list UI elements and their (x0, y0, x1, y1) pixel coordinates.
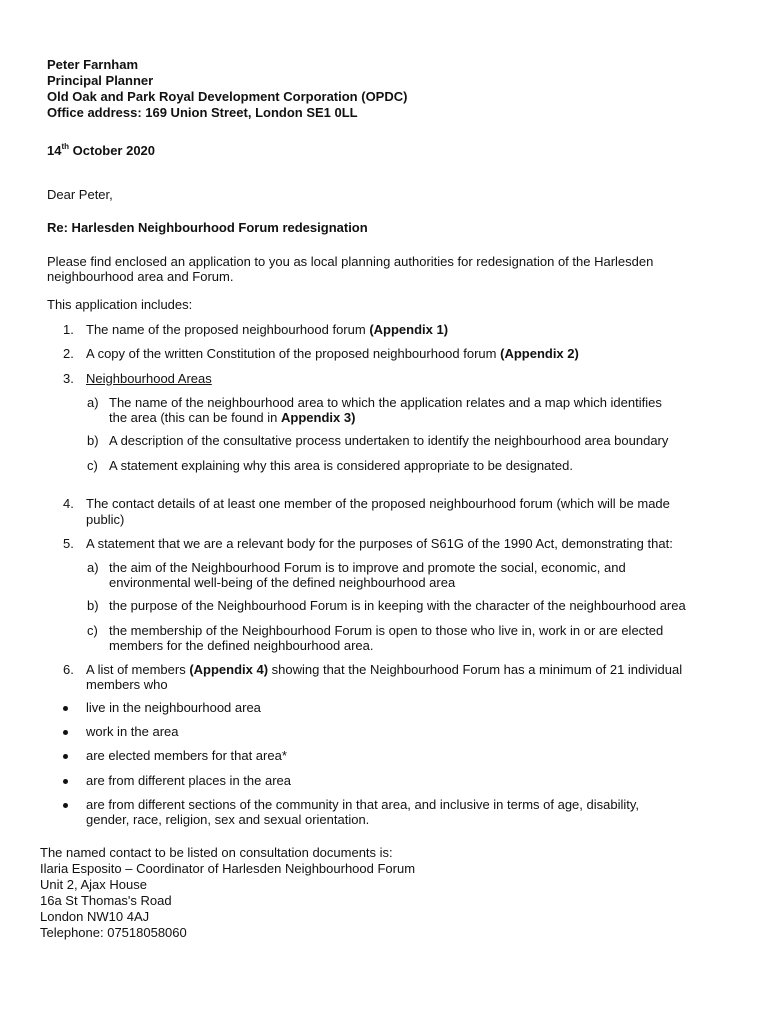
item-4-number: 4. (63, 496, 74, 511)
bullet-item: are elected members for that area* (86, 748, 287, 763)
contact-intro: The named contact to be listed on consultation documents is: (40, 845, 393, 860)
bullet-item-5-line-2: gender, race, religion, sex and sexual orientation. (86, 812, 370, 827)
bullet-item-5-line-1: are from different sections of the community in that area, and inclusive in terms of age, disability, (86, 797, 640, 812)
item-1: The name of the proposed neighbourhood forum (Appendix 1) (86, 322, 449, 337)
item-3b: A description of the consultative process undertaken to identify the neighbourhood area boundary (109, 433, 669, 448)
item-2-number: 2. (63, 346, 74, 361)
item-3c: A statement explaining why this area is considered appropriate to be designated. (109, 458, 573, 473)
item-3a-line-1: The name of the neighbourhood area to which the application relates and a map which identifies (109, 395, 662, 410)
contact-phone: Telephone: 07518058060 (40, 925, 187, 940)
item-5c-line-2: members for the defined neighbourhood area. (109, 638, 374, 653)
item-3a-label: a) (87, 395, 99, 410)
bullet-item: live in the neighbourhood area (86, 700, 261, 715)
item-1-number: 1. (63, 322, 74, 337)
includes-label: This application includes: (47, 297, 193, 312)
contact-person: Ilaria Esposito – Coordinator of Harlesden Neighbourhood Forum (40, 861, 416, 876)
bullet-item: work in the area (86, 724, 179, 739)
item-5-number: 5. (63, 536, 74, 551)
item-6-line-2: members who (86, 677, 168, 692)
bullet-dot (63, 779, 68, 784)
item-5b: the purpose of the Neighbourhood Forum is in keeping with the character of the neighbourhood area (109, 598, 686, 613)
item-5c-label: c) (87, 623, 98, 638)
letter-date: 14th October 2020 (47, 142, 156, 158)
sender-address: Office address: 169 Union Street, London SE1 0LL (47, 105, 358, 120)
item-3b-label: b) (87, 433, 99, 448)
item-6-line-1: A list of members (Appendix 4) showing that the Neighbourhood Forum has a minimum of 21 individual (86, 662, 683, 677)
sender-name: Peter Farnham (47, 57, 139, 72)
item-4-line-1: The contact details of at least one member of the proposed neighbourhood forum (which will be made (86, 496, 670, 511)
item-5b-label: b) (87, 598, 99, 613)
subject-line: Re: Harlesden Neighbourhood Forum redesignation (47, 220, 368, 235)
bullet-dot (63, 706, 68, 711)
item-4-line-2: public) (86, 512, 125, 527)
bullet-item: are from different places in the area (86, 773, 291, 788)
bullet-dot (63, 730, 68, 735)
item-6-number: 6. (63, 662, 74, 677)
bullet-dot (63, 754, 68, 759)
intro-line-2: neighbourhood area and Forum. (47, 269, 234, 284)
contact-address-1: Unit 2, Ajax House (40, 877, 147, 892)
salutation: Dear Peter, (47, 187, 113, 202)
item-5a-line-1: the aim of the Neighbourhood Forum is to improve and promote the social, economic, and (109, 560, 626, 575)
item-5a-line-2: environmental well-being of the defined neighbourhood area (109, 575, 456, 590)
contact-address-2: 16a St Thomas's Road (40, 893, 172, 908)
item-5c-line-1: the membership of the Neighbourhood Forum is open to those who live in, work in or are elected (109, 623, 664, 638)
item-3c-label: c) (87, 458, 98, 473)
item-5: A statement that we are a relevant body for the purposes of S61G of the 1990 Act, demonstrating that: (86, 536, 673, 551)
sender-organisation: Old Oak and Park Royal Development Corporation (OPDC) (47, 89, 408, 104)
item-5a-label: a) (87, 560, 99, 575)
item-3a-line-2: the area (this can be found in Appendix 3) (109, 410, 356, 425)
item-3-heading: Neighbourhood Areas (86, 371, 212, 386)
item-3-number: 3. (63, 371, 74, 386)
contact-address-3: London NW10 4AJ (40, 909, 150, 924)
sender-title: Principal Planner (47, 73, 154, 88)
item-2: A copy of the written Constitution of the proposed neighbourhood forum (Appendix 2) (86, 346, 579, 361)
intro-line-1: Please find enclosed an application to you as local planning authorities for redesignation of the Harlesden (47, 254, 654, 269)
bullet-dot (63, 803, 68, 808)
